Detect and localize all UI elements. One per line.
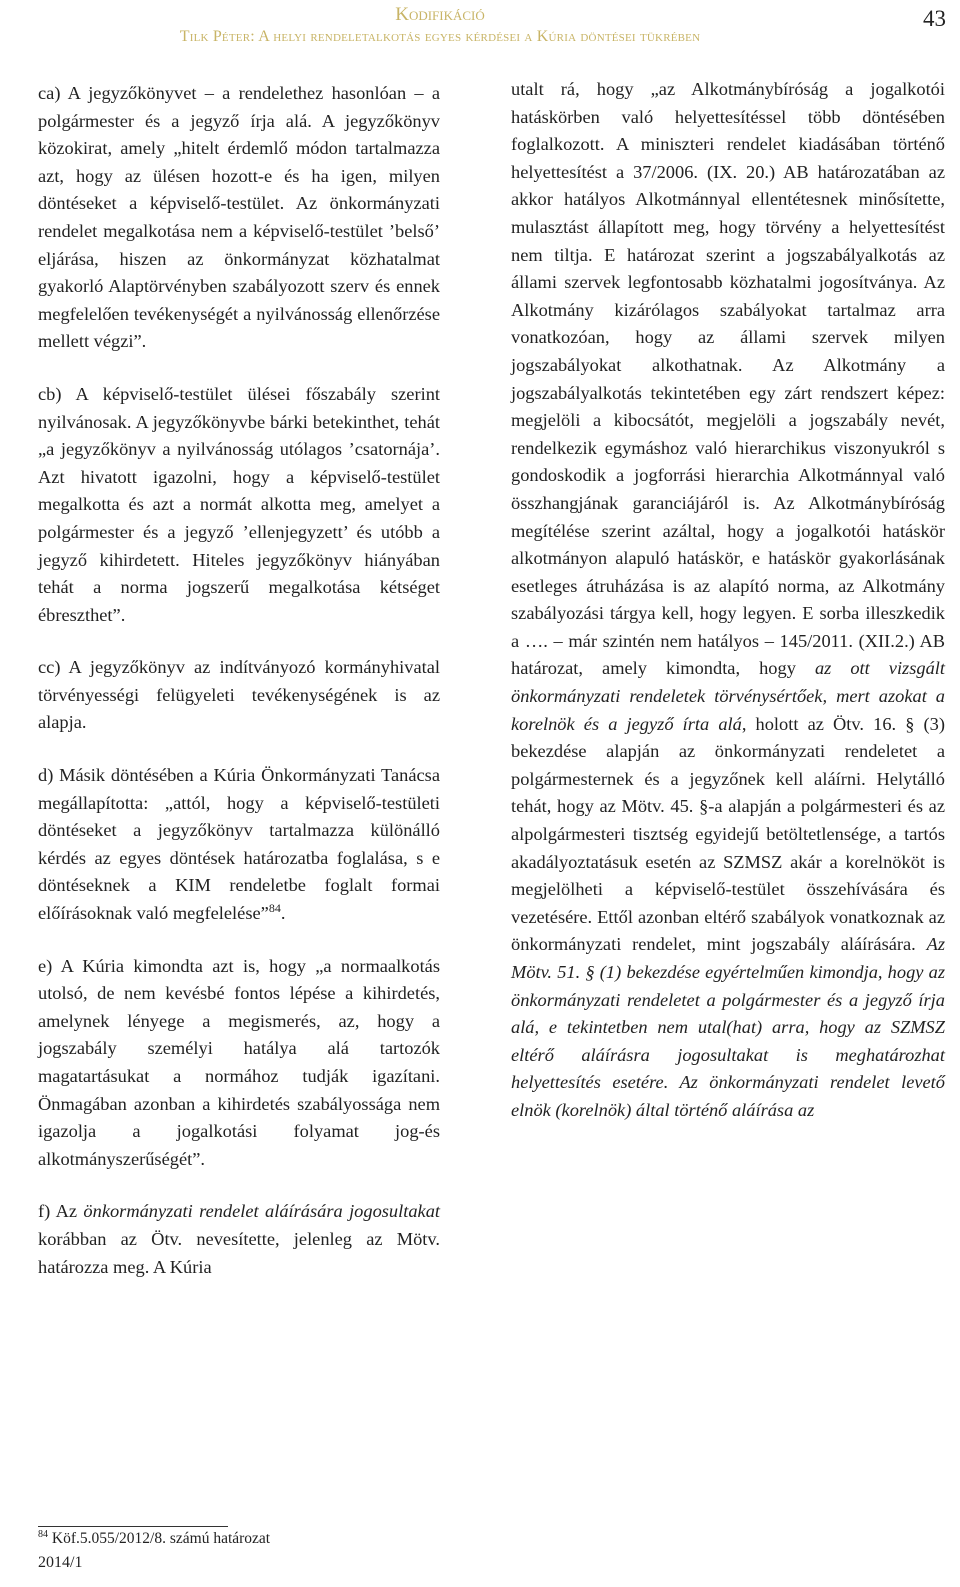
paragraph-cc: cc) A jegyzőkönyv az indítványozó kormányhivatal törvényességi felügyeleti tevékenységének is az alapja. [38, 657, 440, 733]
right-text-1: utalt rá, hogy „az Alkotmánybíróság a jogalkotói hatáskörben való helyettesítéssel több döntésében foglalkozott. A miniszteri rendelet kiadásában történő helyettesítést a 37/2006. (IX. 20.) AB határozatában az akkor hatályos Alkotmánnyal ellentétesnek minősítette, mulasztást állapított meg, hogy törvény a helyettesítést nem tiltja. E határozat szerint a jogszabályalkotás az állami szervek legfontosabb közhatalmi jogosítványa. Az Alkotmány kizárólagos szabályokat tartalmaz arra vonatkozóan, hogy az állami szervek milyen jogszabályokat alkothatnak. Az Alkotmány a jogszabályalkotás tekintetében egy zárt rendszert képez: megjelöli a kibocsátót, megjelöli a jogszabály nevét, rendelkezik egymáshoz való hierarchikus viszonyukról s gondoskodik a jogforrási hierarchia Alkotmánnyal való összhangjának garanciájáról is. Az Alkotmánybíróság megítélése szerint azáltal, hogy a jogalkotói hatáskör alkotmányon alapuló hatáskör, e hatáskör gyakorlásának esetleges átruházása is az alapító norma, az Alkotmány szabályozási tárgya kell, hogy legyen. E sorba illeszkedik a …. – már szintén nem hatályos – 145/2011. (XII.2.) AB határozat, amely kimondta, hogy [511, 79, 945, 679]
paragraph-d-end: . [280, 903, 286, 924]
footnote-divider [38, 1526, 228, 1527]
footnote-text: Köf.5.055/2012/8. számú határozat [48, 1530, 271, 1547]
paragraph-e: e) A Kúria kimondta azt is, hogy „a normaalkotás utolsó, de nem kevésbé fontos lépése a kihirdetés, amelynek lényege a megismerés, az, hogy a jogszabály személyi hatálya alá tartozók magatartásukat a normához tudják igazítani. Önmagában azonban a kihirdetés szabályossága nem igazolja a jogalkotási folyamat jog-és alkotmányszerűségét”. [38, 955, 440, 1169]
paragraph-f-prefix: f) Az [38, 1201, 84, 1222]
paragraph-d [38, 762, 440, 928]
paragraph-ca: ca) A jegyzőkönyvet – a rendelethez hasonlóan – a polgármester és a jegyző írja alá. A jegyzőkönyv közokirat, amely „hitelt érdemlő módon tartalmazza azt, hogy az ülésen hozott-e és ha igen, milyen döntéseket a képviselő-testület. Az önkormányzati rendelet megalkotása nem a képviselő-testület ’belső’ eljárása, hiszen az önkormányzat közhatalmat gyakorló Alaptörvényben szabályozott szerv és ennek megfelelően tevékenységét a nyilvánosság ellenőrzése mellett végzi”. [38, 83, 440, 352]
paragraph-f-italic: önkormányzati rendelet aláírására jogosultakat [83, 1201, 440, 1222]
paragraph-f [38, 1198, 440, 1281]
footnote-number: 84 [38, 1528, 48, 1540]
journal-title: Kodifikáció [395, 4, 485, 25]
right-text-2: , holott az Ötv. 16. § (3) bekezdése alapján az önkormányzati rendeletet a polgármesternek és a jegyzőnek kell aláírni. Helytálló tehát, hogy az Mötv. 45. §-a alapján a polgármesteri és az alpolgármesteri tisztség egyidejű betöltetlensége, a tartós akadályoztatásuk esetén az SZMSZ akár a korelnököt is megjelölheti a képviselő-testület összehívására és vezetésére. Ettől azonban eltérő szabályok vonatkoznak az önkormányzati rendelet, mint jogszabály aláírására. [511, 713, 945, 955]
issue-label: 2014/1 [38, 1554, 83, 1571]
left-column [38, 80, 440, 1306]
paragraph-cb: cb) A képviselő-testület ülései főszabály szerint nyilvánosak. A jegyzőkönyvbe bárki betekinthet, tehát „a jegyzőkönyv a nyilvánosság utólagos ’csatornája’. Azt hivatott igazolni, hogy a képviselő-testület megalkotta és azt a normát alkotta meg, amelyet a polgármester és a jegyző ’ellenjegyzett’ és utóbb a jegyző kihirdetett. Hiteles jegyzőkönyv hiányában tehát a norma jogszerű megalkotása kétséget ébreszthet”. [38, 383, 440, 625]
right-column [511, 76, 945, 1125]
footnote-84 [38, 1530, 270, 1548]
right-italic-2: Az Mötv. 51. § (1) bekezdése egyértelműen kimondja, hogy az önkormányzati rendeletet a polgármester és a jegyző írja alá, e tekintetben nem utal(hat) arra, hogy az SZMSZ eltérő aláírásra jogosultakat is meghatározhat helyettesítés esetére. Az önkormányzati rendelet levető elnök (korelnök) által történő aláírása az [511, 934, 945, 1120]
paragraph-f-suffix: korábban az Ötv. nevesítette, jelenleg az Mötv. határozza meg. A Kúria [38, 1228, 440, 1277]
paragraph-d-text: d) Másik döntésében a Kúria Önkormányzati Tanácsa megállapította: „attól, hogy a képviselő-testületi döntéseket a jegyzőkönyv tartalmazza különálló kérdés az egyes döntések határozatba foglalása, s e döntéseknek a KIM rendeletbe foglalt formai előírásoknak való megfelelése” [38, 765, 440, 924]
paragraph-right [511, 76, 945, 1125]
article-title: Tilk Péter: A helyi rendeletalkotás egyes kérdései a Kúria döntései tükrében [179, 28, 701, 45]
running-header [0, 0, 960, 60]
footnote-ref-84[interactable]: 84 [268, 900, 281, 915]
page-number: 43 [923, 6, 946, 31]
right-italic-1: az ott vizsgált önkormányzati rendeletek törvénysértőek, mert azokat a korelnök és a jegyző írta alá [511, 658, 945, 734]
